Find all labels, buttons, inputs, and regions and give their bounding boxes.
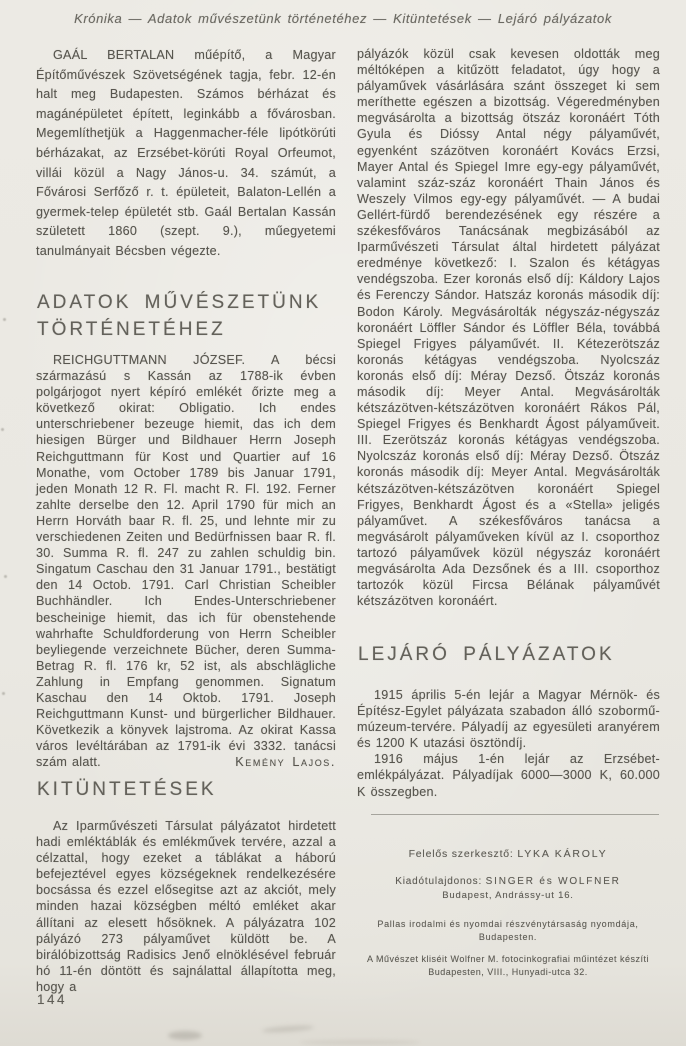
imprint-printer-line: Pallas irodalmi és nyomdai részvénytársaság nyomdája, Budapesten. <box>377 919 639 942</box>
section-heading-kituntetesek: KITÜNTETÉSEK <box>37 779 217 800</box>
kituntetesek-section-body <box>36 818 336 995</box>
adatok-paragraph <box>36 352 336 770</box>
scan-speck <box>3 318 6 321</box>
scan-smudge <box>168 1031 202 1040</box>
imprint-editor-line <box>340 848 676 860</box>
scan-speck <box>2 692 5 695</box>
kituntetesek-continuation-paragraph: pályázók közül csak kevesen oldották meg méltóképen a kitűzött feladatot, úgy hogy a pályaművek vásárlására szánt összeget ki sem meríthette egészen a bizottság. Végeredményben megvásárolta a bizottság ötszáz koronáért Tóth Gyula és Dióssy Antal négy pályaművét, egyenként százötven koronáért Kovács Erzsi, Mayer Antal és Spiegel Imre egy-egy pályaművét, valamint száz-száz koronáért Thain János és Weszely Vilmos egy-egy pályaművét. — A budai Gellért-fürdő berendezésének egy részére a székesfőváros Tanácsának megbizásából az Iparművészeti Társulat által hirdetett pályázat eredménye következő: I. Szalon és kétágyas vendégszoba. Ezer koronás első díj: Káldory Lajos és Ferenczy Sándor. Hatszáz koronás második díj: Bodon Károly. Megvásárolták négyszáz-négyszáz koronáért Löffler Sándor és Löffler Béla, továbbá Spiegel Frigyes pályaművét. II. Kétezerötszáz koronás kétágyas vendégszoba. Nyolcszáz koronás első díj: Méray Dezső. Ötszáz koronás második díj: Meyer Antal. Megvásárolták kétszázötven-kétszázötven koronáért Rákos Pál, Spiegel Frigyes és Benkhardt Ágost pályaműveit. III. Ezerötszáz koronás kétágyas vendégszoba. Nyolcszáz koronás első díj: Méray Dezső. Ötszáz koronás második díj: Meyer Antal. Megvásárolták kétszázötven-kétszázötven koronáért Spiegel Frigyes, Benkhardt Ágost és a «Stella» jeligés pályaművet. A székesfőváros tanácsa a megvásárolt pályaműveken kívül az I. csoporthoz tartozó pályaművek közül négyszáz koronáért megvásárolta Ada Dezsőnek és a III. csoporthoz tartozók közül Fircsa Bélának pályaművét kétszázötven koronáért. <box>357 47 660 609</box>
section-heading-adatok: ADATOK MŰVÉSZETÜNK TÖRTÉNETÉHEZ <box>37 292 322 340</box>
imprint-publisher-address: Budapest, Andrássy-ut 16. <box>442 890 574 901</box>
kituntetesek-paragraph: Az Iparművészeti Társulat pályázatot hirdetett hadi emléktáblák és emlékművek tervére, azzal a célzattal, hogy ezeket a táblákat a háború befejeztével egyes községeknek rendelkezésére bocsássa és ezzel elősegitse azt az akciót, mely minden hazai községben méltó emléket akar állítani az elesett hősöknek. A pályázatra 102 pályázó 273 pályaművet küldött be. A birálóbizottság Radisics Jenő elnöklésével február hó 11-én döntött és sajnálattal állapította meg, hogy a <box>36 819 336 994</box>
running-header: Krónika — Adatok művészetünk történetéhez — Kitüntetések — Lejáró pályázatok <box>74 11 612 26</box>
imprint-editor-label: Felelős szerkesztő: <box>408 848 514 860</box>
scan-speck <box>1 428 4 431</box>
imprint-block <box>340 848 676 978</box>
article-author: Kemény Lajos. <box>235 755 336 770</box>
scan-speck <box>4 575 7 578</box>
imprint-publisher-label: Kiadótulajdonos: <box>395 876 483 887</box>
lejaro-paragraph-1915: 1915 április 5-én lejár a Magyar Mérnök- és Építész-Egylet pályázata szabadon álló szobormű-múzeum-tervére. Pályadíj az egyesületi aranyérem és 1200 K utazási ösztöndíj. <box>357 688 660 751</box>
imprint-divider <box>371 814 659 815</box>
obituary-paragraph: GAÁL BERTALAN műépítő, a Magyar Építőművészek Szövetségének tagja, febr. 12-én halt meg Budapesten. Számos bérházat és magánépületet épített, leginkább a fővárosban. Megemlíthetjük a Haggenmacher-féle lipótkörúti bérházakat, az Erzsébet-körúti Royal Orfeumot, villái közül a Nagy János-u. 34. számút, a Fővárosi Serfőző r. t. épületeit, Balaton-Lellén a gyermek-telep épületét stb. Gaál Bertalan Kassán született 1860 (szept. 9.), műegyetemi tanulmányait Bécsben végezte. <box>36 48 336 258</box>
page-number: 144 <box>37 992 68 1007</box>
imprint-editor-name: LYKA KÁROLY <box>517 848 608 860</box>
imprint-publisher-line <box>340 876 676 887</box>
left-column <box>36 46 336 262</box>
adatok-paragraph-text: REICHGUTTMANN JÓZSEF. A bécsi származású s Kassán az 1788-ik évben polgárjogot nyert képíró emlékét őrizte meg a következő okirat: Obligatio. Ich endes unterschriebener bezeuge hiemit, das ich dem hiesigen Bürger und Bildhauer Herrn Joseph Reichguttmann für Kost und Quartier auf 16 Monathe, vom October 1789 bis Januar 1791, jeden Monath 12 R. Fl. macht R. Fl. 192. Ferner zahlte derselbe den 12. April 1790 für mich an Herrn Horváth baar R. fl. 25, und lehnte mir zu verschiedenen Zeiten und Bedürfnissen baar R. fl. 30. Summa R. fl. 247 zu zahlen schuldig bin. Singatum Caschau den 31 Januar 1791., bestätigt den 14 Octob. 1791. Carl Christian Scheibler Buchhändler. Ich Endes-Unterschriebener bescheinige hiemit, das ich für obenstehende wahrhafte Schuldforderung von Herrn Scheibler beyliegende verzeichnete Bücher, deren Summa-Betrag R. fl. 176 kr, 52 ist, als abschlägliche Zahlung in Empfang genommen. Signatum Kaschau den 14 Oktob. 1791. Joseph Reichguttmann Kunst- und bürgerlicher Bildhauer. Következik a könyvek lajstroma. Az okirat Kassa város levéltárában az 1791-ik évi 3332. tanácsi szám alatt. <box>36 353 336 770</box>
scan-smudge <box>300 1040 420 1045</box>
lejaro-section-body <box>357 687 660 800</box>
scan-smudge <box>262 1024 314 1034</box>
imprint-plates-line: A Művészet kliséit Wolfner M. fotocinkografiai műintézet készíti Budapesten, VIII., Hunyadi-utca 32. <box>367 954 649 977</box>
right-column <box>357 46 660 609</box>
imprint-publisher-name: SINGER és WOLFNER <box>485 876 621 887</box>
lejaro-paragraph-1916: 1916 május 1-én lejár az Erzsébet-emlékpályázat. Pályadíjak 6000—3000 K, 60.000 K összegben. <box>357 752 660 799</box>
section-heading-lejaro: LEJÁRÓ PÁLYÁZATOK <box>358 644 615 665</box>
adatok-section-body <box>36 352 336 770</box>
